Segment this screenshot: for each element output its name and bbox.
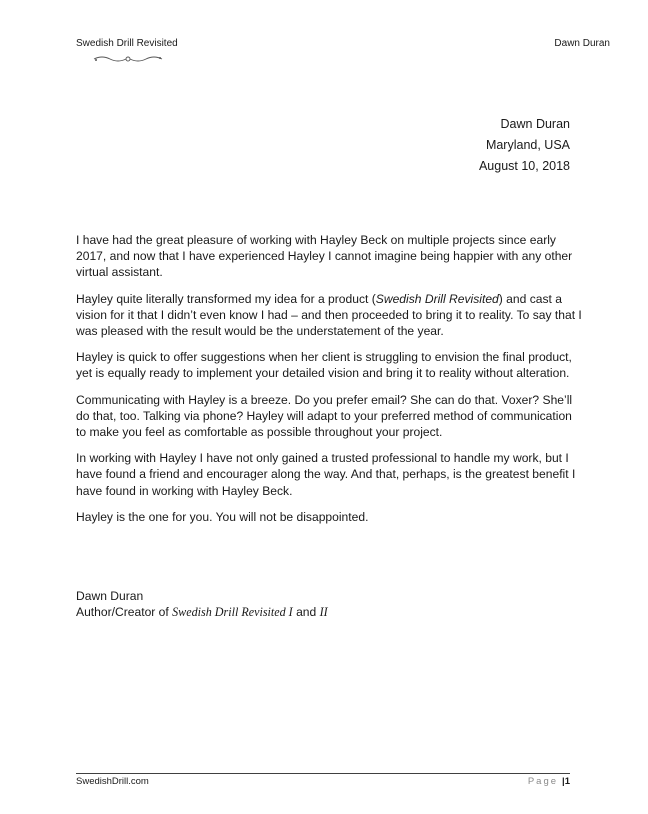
signature-book-title: Swedish Drill Revisited I bbox=[172, 605, 293, 620]
paragraph-4: Communicating with Hayley is a breeze. Do you prefer email? She can do that. Voxer? She’ll do that, too. Talking via phone? Hayley will adapt to your preferred method of communication to make you feel as comfortable as possible throughout your project. bbox=[76, 392, 573, 440]
signature-title bbox=[76, 604, 328, 620]
signature-and: and bbox=[292, 605, 320, 620]
paragraph-3: Hayley is quick to offer suggestions when her client is struggling to envision the final product, yet is equally ready to implement your detailed vision and bring it to reality without alteration. bbox=[76, 350, 572, 381]
paragraph-2-text-a: Hayley quite literally transformed my idea for a product ( bbox=[76, 291, 376, 306]
sender-location: Maryland, USA bbox=[485, 138, 570, 152]
paragraph-1: I have had the great pleasure of working with Hayley Beck on multiple projects since early 2017, and now that I have experienced Hayley I cannot imagine being happier with any other virtual assistant. bbox=[76, 233, 573, 280]
decorative-flourish-icon bbox=[92, 53, 164, 65]
footer-page-number bbox=[528, 776, 570, 787]
signature-name: Dawn Duran bbox=[76, 589, 144, 603]
paragraph-2 bbox=[76, 291, 582, 340]
paragraph-6: Hayley is the one for you. You will not be disappointed. bbox=[76, 509, 369, 524]
footer-divider bbox=[76, 773, 570, 774]
signature-title-prefix: Author/Creator of bbox=[76, 605, 173, 620]
letter-date: August 10, 2018 bbox=[478, 159, 570, 173]
paragraph-5: In working with Hayley I have not only gained a trusted professional to handle my work, but I have found a friend and encourager along the way. And that, perhaps, is the greatest benefit I have found in working with Hayley Beck. bbox=[76, 451, 576, 498]
footer-page-label: Page bbox=[527, 776, 559, 787]
product-title: Swedish Drill Revisited bbox=[375, 291, 499, 306]
footer-page-value: 1 bbox=[564, 776, 570, 787]
footer-separator: | bbox=[562, 776, 565, 787]
signature-volume: II bbox=[319, 605, 328, 620]
signature-block bbox=[76, 588, 328, 620]
header-title: Swedish Drill Revisited bbox=[76, 38, 178, 49]
sender-name: Dawn Duran bbox=[500, 117, 570, 131]
header-author: Dawn Duran bbox=[554, 38, 610, 49]
footer-website: SwedishDrill.com bbox=[76, 776, 149, 787]
paragraph-2-text-b: ) and cast a vision for it that I didn’t even know I had – and then proceeded to bring it to reality. To say that I was pleased with the result would be the understatement of the year. bbox=[76, 291, 582, 339]
sender-block bbox=[479, 114, 570, 177]
letter-body bbox=[76, 232, 582, 535]
